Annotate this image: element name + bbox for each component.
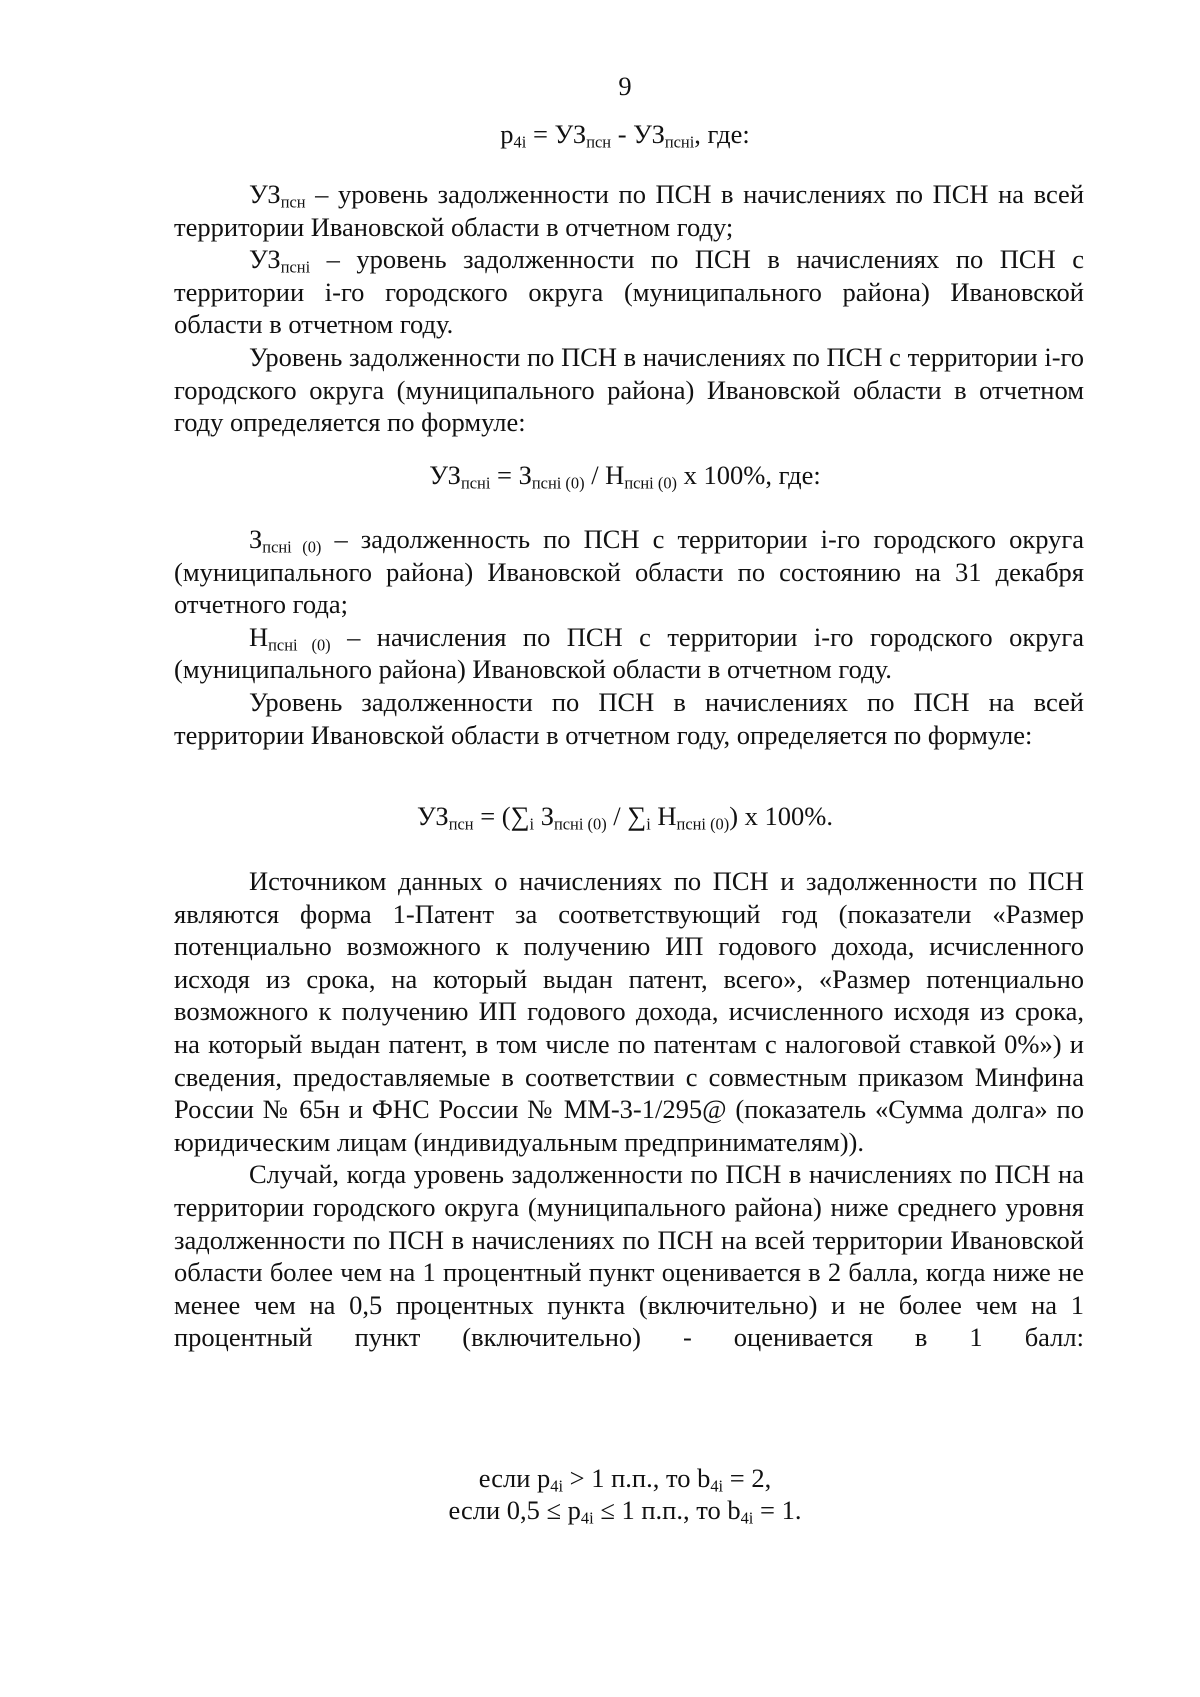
definition-uz-psni: $УЗ_{псні}$ – уровень задолженности по ПСН в начислениях по ПСН с территории i-го городского округа (муниципального района) Ивановской области в отчетном году. bbox=[174, 244, 1084, 340]
definition-n-psni: $Н_{псні (0)}$ – начисления по ПСН с территории i-го городского округа (муниципального района) Ивановской области в отчетном году. bbox=[174, 621, 1085, 685]
page-number: 9 bbox=[618, 71, 632, 101]
definitions-block-2 bbox=[174, 523, 1084, 751]
condition-score-2: если $p_{4i} > 1$ п.п., то $b_{4i} = 2$, bbox=[478, 1463, 772, 1496]
formula-p4i: $p_{4i} = УЗ_{псн} - УЗ_{псні}$, где: bbox=[500, 119, 750, 152]
formula-uz-psni: $УЗ_{псні} = З_{псні (0)} / Н_{псні (0)}$ х 100%, где: bbox=[429, 460, 821, 493]
definitions-block-1 bbox=[174, 178, 1084, 439]
definition-uz-psn: $УЗ_{псн}$ – уровень задолженности по ПСН в начислениях по ПСН на всей территории Ивановской области в отчетном году; bbox=[174, 179, 1084, 242]
paragraph-data-source: Источником данных о начислениях по ПСН и задолженности по ПСН являются форма 1-Патент за соответствующий год (показатели «Размер потенциально возможного к получению ИП годового дохода, исчисленного исходя из срока, на который выдан патент, всего», «Размер потенциально возможного к получению ИП годового дохода, исчисленного исходя из срока, на который выдан патент, в том числе по патентам с налоговой ставкой 0%») и сведения, предоставляемые в соответствии с совместным приказом Минфина России № 65н и ФНС России № ММ-3-1/295@ (показатель «Сумма долга» по юридическим лицам (индивидуальным предпринимателям)). bbox=[174, 866, 1084, 1157]
paragraph-scoring-rule: Случай, когда уровень задолженности по ПСН в начислениях по ПСН на территории городского округа (муниципального района) ниже среднего уровня задолженности по ПСН в начислениях по ПСН на всей территории Ивановской области более чем на 1 процентный пункт оценивается в 2 балла, когда ниже не менее чем на 0,5 процентных пункта (включительно) и не более чем на 1 процентный пункт (включительно) - оценивается в 1 балл: bbox=[174, 1159, 1084, 1353]
definition-z-psni: $З_{псні (0)}$ – задолженность по ПСН с территории i-го городского округа (муниципального района) Ивановской области по состоянию на 31 декабря отчетного года; bbox=[174, 524, 1084, 620]
body-block-3 bbox=[174, 865, 1084, 1354]
formula-uz-psn: $УЗ_{псн} = (\sum_i$ $З_{псні (0)} / \sum_i$ $Н_{псні (0)}$) х 100%. bbox=[417, 801, 833, 834]
paragraph-formula-intro-2: Уровень задолженности по ПСН в начислениях по ПСН на всей территории Ивановской области в отчетном году, определяется по формуле: bbox=[174, 686, 1084, 750]
condition-score-1: если $0,5 \le p_{4i} \le 1$ п.п., то $b_{4i} = 1$. bbox=[448, 1495, 802, 1528]
paragraph-formula-intro-1: Уровень задолженности по ПСН в начислениях по ПСН с территории i-го городского округа (муниципального района) Ивановской области в отчетном году определяется по формуле: bbox=[174, 341, 1084, 438]
